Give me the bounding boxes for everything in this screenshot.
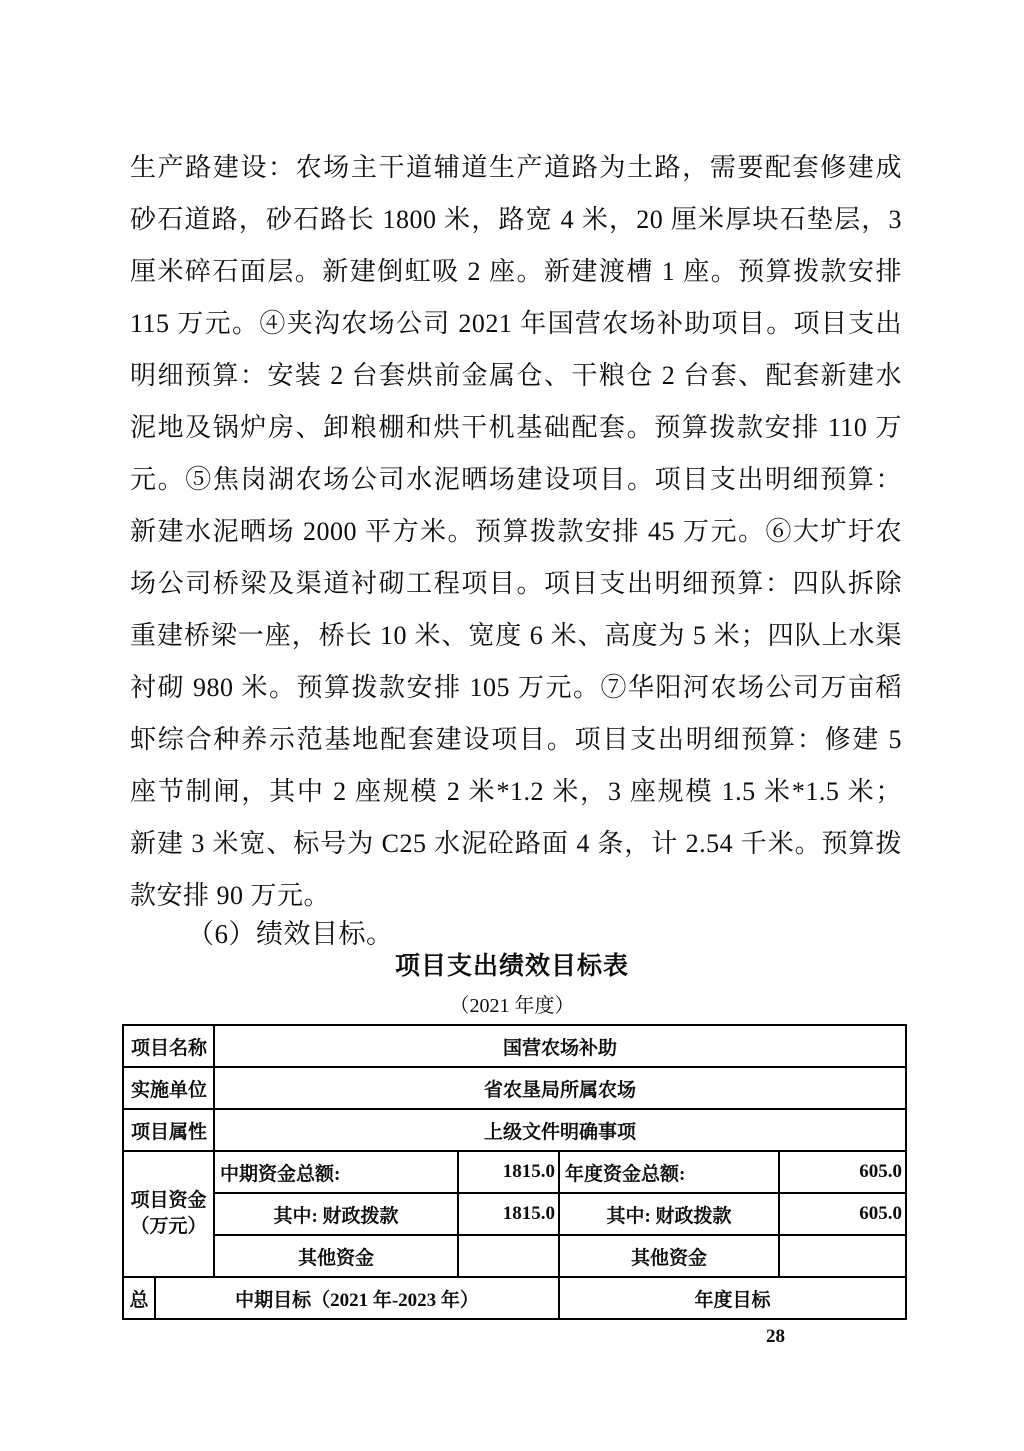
body-line: 重建桥梁一座，桥长 10 米、宽度 6 米、高度为 5 米；四队上水渠 xyxy=(130,621,902,650)
midterm-total-value: 1815.0 xyxy=(458,1151,559,1193)
annual-other-label: 其他资金 xyxy=(559,1235,779,1277)
project-funds-label xyxy=(123,1151,214,1277)
annual-fiscal-value: 605.0 xyxy=(779,1193,906,1235)
body-line: 厘米碎石面层。新建倒虹吸 2 座。新建渡槽 1 座。预算拨款安排 xyxy=(130,257,902,286)
annual-fiscal-label: 其中: 财政拨款 xyxy=(559,1193,779,1235)
body-line: 明细预算：安装 2 台套烘前金属仓、干粮仓 2 台套、配套新建水 xyxy=(130,361,902,390)
midterm-fiscal-value: 1815.0 xyxy=(458,1193,559,1235)
table-row xyxy=(123,1193,906,1235)
implementing-unit-label: 实施单位 xyxy=(123,1067,214,1109)
project-attribute-label: 项目属性 xyxy=(123,1109,214,1151)
body-line: 泥地及锅炉房、卸粮棚和烘干机基础配套。预算拨款安排 110 万 xyxy=(130,413,902,442)
midterm-other-value xyxy=(458,1235,559,1277)
body-line: 砂石道路，砂石路长 1800 米，路宽 4 米，20 厘米厚块石垫层，3 xyxy=(130,205,902,234)
body-paragraph xyxy=(130,142,902,922)
page-number: 28 xyxy=(766,1326,785,1347)
table-row xyxy=(123,1067,906,1109)
body-line: 元。⑤焦岗湖农场公司水泥晒场建设项目。项目支出明细预算： xyxy=(130,465,902,494)
table-row xyxy=(123,1277,906,1319)
annual-total-value: 605.0 xyxy=(779,1151,906,1193)
body-line: 新建 3 米宽、标号为 C25 水泥砼路面 4 条，计 2.54 千米。预算拨 xyxy=(130,829,902,858)
table-row xyxy=(123,1151,906,1193)
table-subtitle: （2021 年度） xyxy=(449,995,575,1017)
annual-other-value xyxy=(779,1235,906,1277)
body-line: 虾综合种养示范基地配套建设项目。项目支出明细预算：修建 5 xyxy=(130,725,902,754)
project-funds-label-line1: 项目资金 xyxy=(130,1190,207,1211)
project-funds-label-line2: （万元） xyxy=(130,1216,207,1237)
body-line-closing: 款安排 90 万元。 xyxy=(130,881,331,910)
body-line: 生产路建设：农场主干道辅道生产道路为土路，需要配套修建成 xyxy=(130,153,902,182)
body-line: 场公司桥梁及渠道衬砌工程项目。项目支出明细预算：四队拆除 xyxy=(130,569,902,598)
project-attribute-value: 上级文件明确事项 xyxy=(214,1109,906,1151)
midterm-total-label: 中期资金总额: xyxy=(214,1151,458,1193)
midterm-goal-header: 中期目标（2021 年-2023 年） xyxy=(155,1277,559,1319)
table-row xyxy=(123,1235,906,1277)
implementing-unit-value: 省农垦局所属农场 xyxy=(214,1067,906,1109)
table-row xyxy=(123,1109,906,1151)
table-row xyxy=(123,1025,906,1067)
table-title: 项目支出绩效目标表 xyxy=(394,953,629,980)
midterm-other-label: 其他资金 xyxy=(214,1235,458,1277)
annual-goal-header: 年度目标 xyxy=(559,1277,906,1319)
goals-row-label: 总 xyxy=(123,1277,155,1319)
project-name-label: 项目名称 xyxy=(123,1025,214,1067)
section-heading-performance-goals: （6）绩效目标。 xyxy=(187,919,394,949)
body-line: 座节制闸，其中 2 座规模 2 米*1.2 米，3 座规模 1.5 米*1.5 米； xyxy=(130,777,902,806)
body-line: 衬砌 980 米。预算拨款安排 105 万元。⑦华阳河农场公司万亩稻 xyxy=(130,673,902,702)
project-name-value: 国营农场补助 xyxy=(214,1025,906,1067)
midterm-fiscal-label: 其中: 财政拨款 xyxy=(214,1193,458,1235)
body-line: 新建水泥晒场 2000 平方米。预算拨款安排 45 万元。⑥大圹圩农 xyxy=(130,517,902,546)
performance-goal-table xyxy=(122,1024,907,1320)
annual-total-label: 年度资金总额: xyxy=(559,1151,779,1193)
body-line: 115 万元。④夹沟农场公司 2021 年国营农场补助项目。项目支出 xyxy=(130,309,902,338)
